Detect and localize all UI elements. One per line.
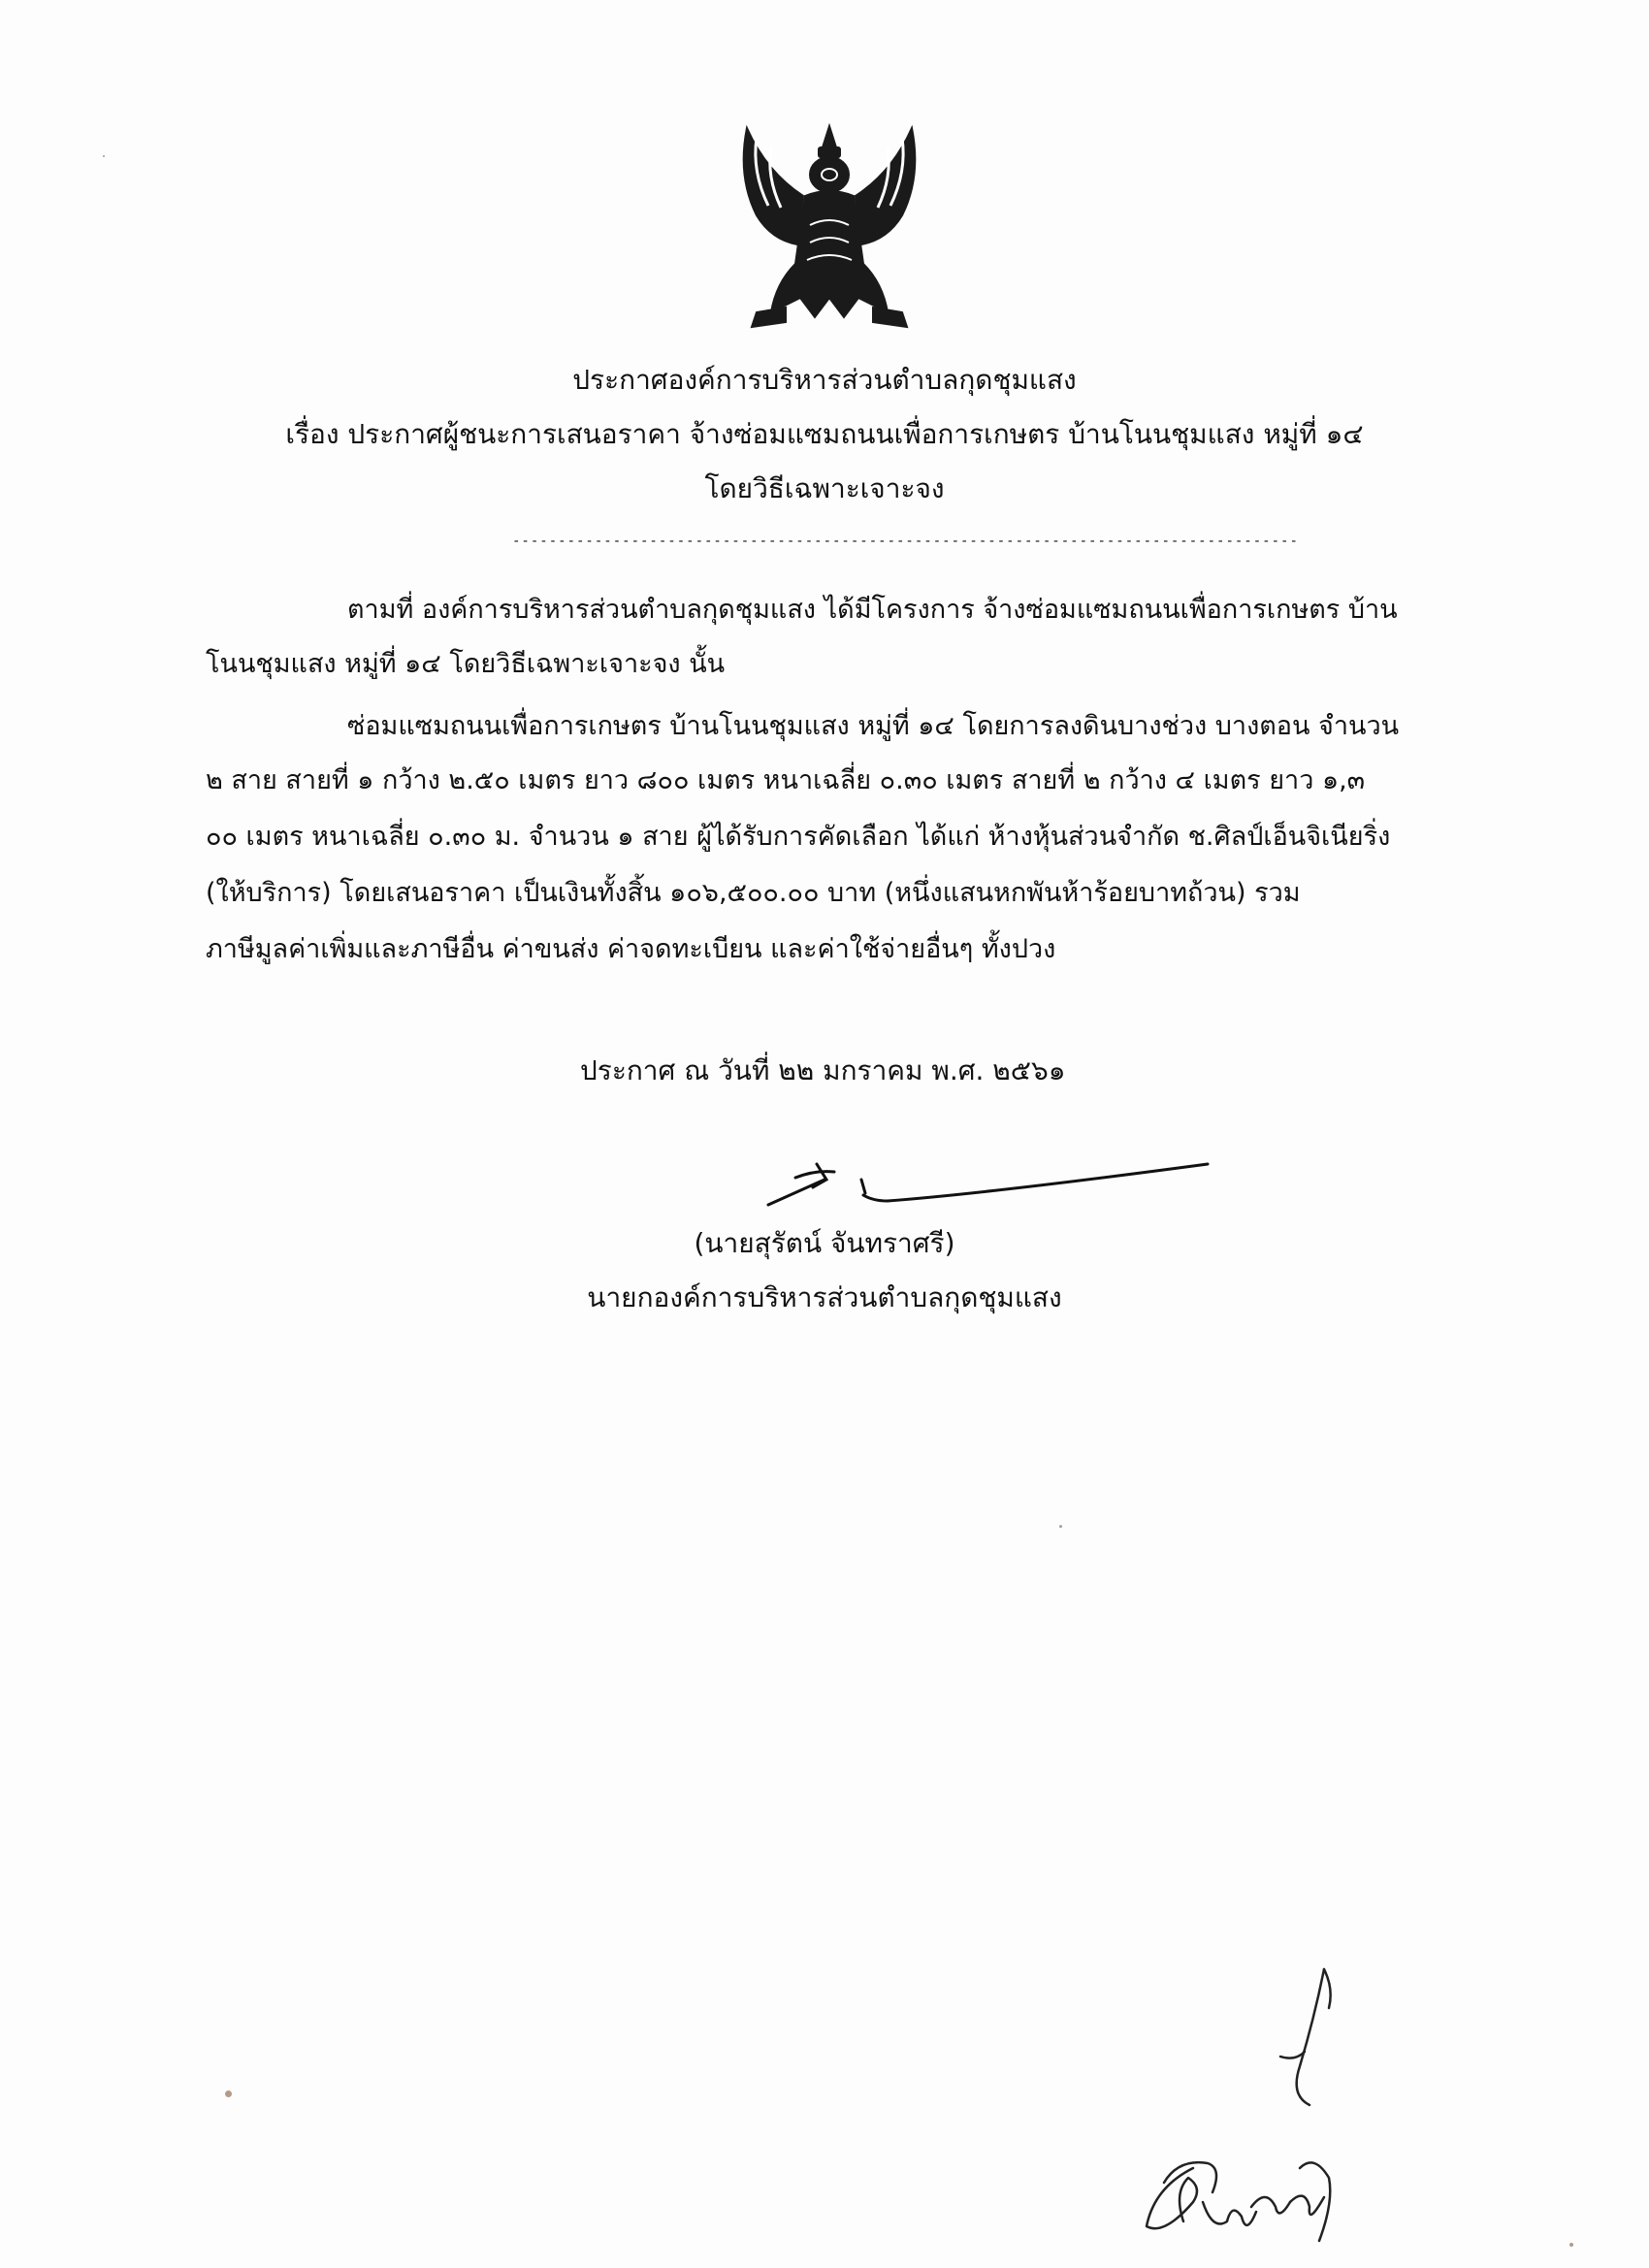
signer-name: (นายสุรัตน์ จันทราศรี) — [694, 1227, 955, 1259]
announcement-title: ประกาศองค์การบริหารส่วนตำบลกุดชุมแสง — [572, 364, 1077, 396]
body-line: ภาษีมูลค่าเพิ่มและภาษีอื่น ค่าขนส่ง ค่าจดทะเบียน และค่าใช้จ่ายอื่นๆ ทั้งปวง — [206, 934, 1056, 964]
body-line: ๐๐ เมตร หนาเฉลี่ย ๐.๓๐ ม. จำนวน ๑ สาย ผู้ได้รับการคัดเลือก ได้แก่ ห้างหุ้นส่วนจำกัด ช.ศิลป์เอ็นจิเนียริ่ง — [206, 822, 1391, 852]
garuda-emblem-icon — [718, 118, 941, 341]
signer-position: นายกองค์การบริหารส่วนตำบลกุดชุมแสง — [587, 1281, 1062, 1313]
paper-speck — [1569, 2243, 1573, 2247]
handwritten-initials-icon — [1135, 1960, 1387, 2251]
body-line: (ให้บริการ) โดยเสนอราคา เป็นเงินทั้งสิ้น ๑๐๖,๕๐๐.๐๐ บาท (หนึ่งแสนหกพันห้าร้อยบาทถ้วน) รวม — [206, 878, 1301, 908]
paper-speck — [1059, 1525, 1062, 1528]
body-line: ซ่อมแซมถนนเพื่อการเกษตร บ้านโนนชุมแสง หมู่ที่ ๑๔ โดยการลงดินบางช่วง บางตอน จำนวน — [347, 711, 1400, 741]
handwritten-signature-icon — [757, 1145, 1222, 1222]
dashed-separator: -------------------------------------------------------------------------------------- — [512, 534, 1299, 549]
procurement-method: โดยวิธีเฉพาะเจาะจง — [704, 472, 945, 504]
paper-speck — [225, 2090, 232, 2097]
body-line: โนนชุมแสง หมู่ที่ ๑๔ โดยวิธีเฉพาะเจาะจง นั้น — [206, 649, 726, 679]
announcement-subject: เรื่อง ประกาศผู้ชนะการเสนอราคา จ้างซ่อมแซมถนนเพื่อการเกษตร บ้านโนนชุมแสง หมู่ที่ ๑๔ — [285, 418, 1364, 450]
announcement-date: ประกาศ ณ วันที่ ๒๒ มกราคม พ.ศ. ๒๕๖๑ — [580, 1054, 1066, 1086]
body-line: ตามที่ องค์การบริหารส่วนตำบลกุดชุมแสง ได้มีโครงการ จ้างซ่อมแซมถนนเพื่อการเกษตร บ้าน — [347, 595, 1398, 625]
paper-speck — [103, 155, 105, 157]
body-line: ๒ สาย สายที่ ๑ กว้าง ๒.๕๐ เมตร ยาว ๘๐๐ เมตร หนาเฉลี่ย ๐.๓๐ เมตร สายที่ ๒ กว้าง ๔ เมตร ยาว ๑,๓ — [206, 765, 1366, 795]
